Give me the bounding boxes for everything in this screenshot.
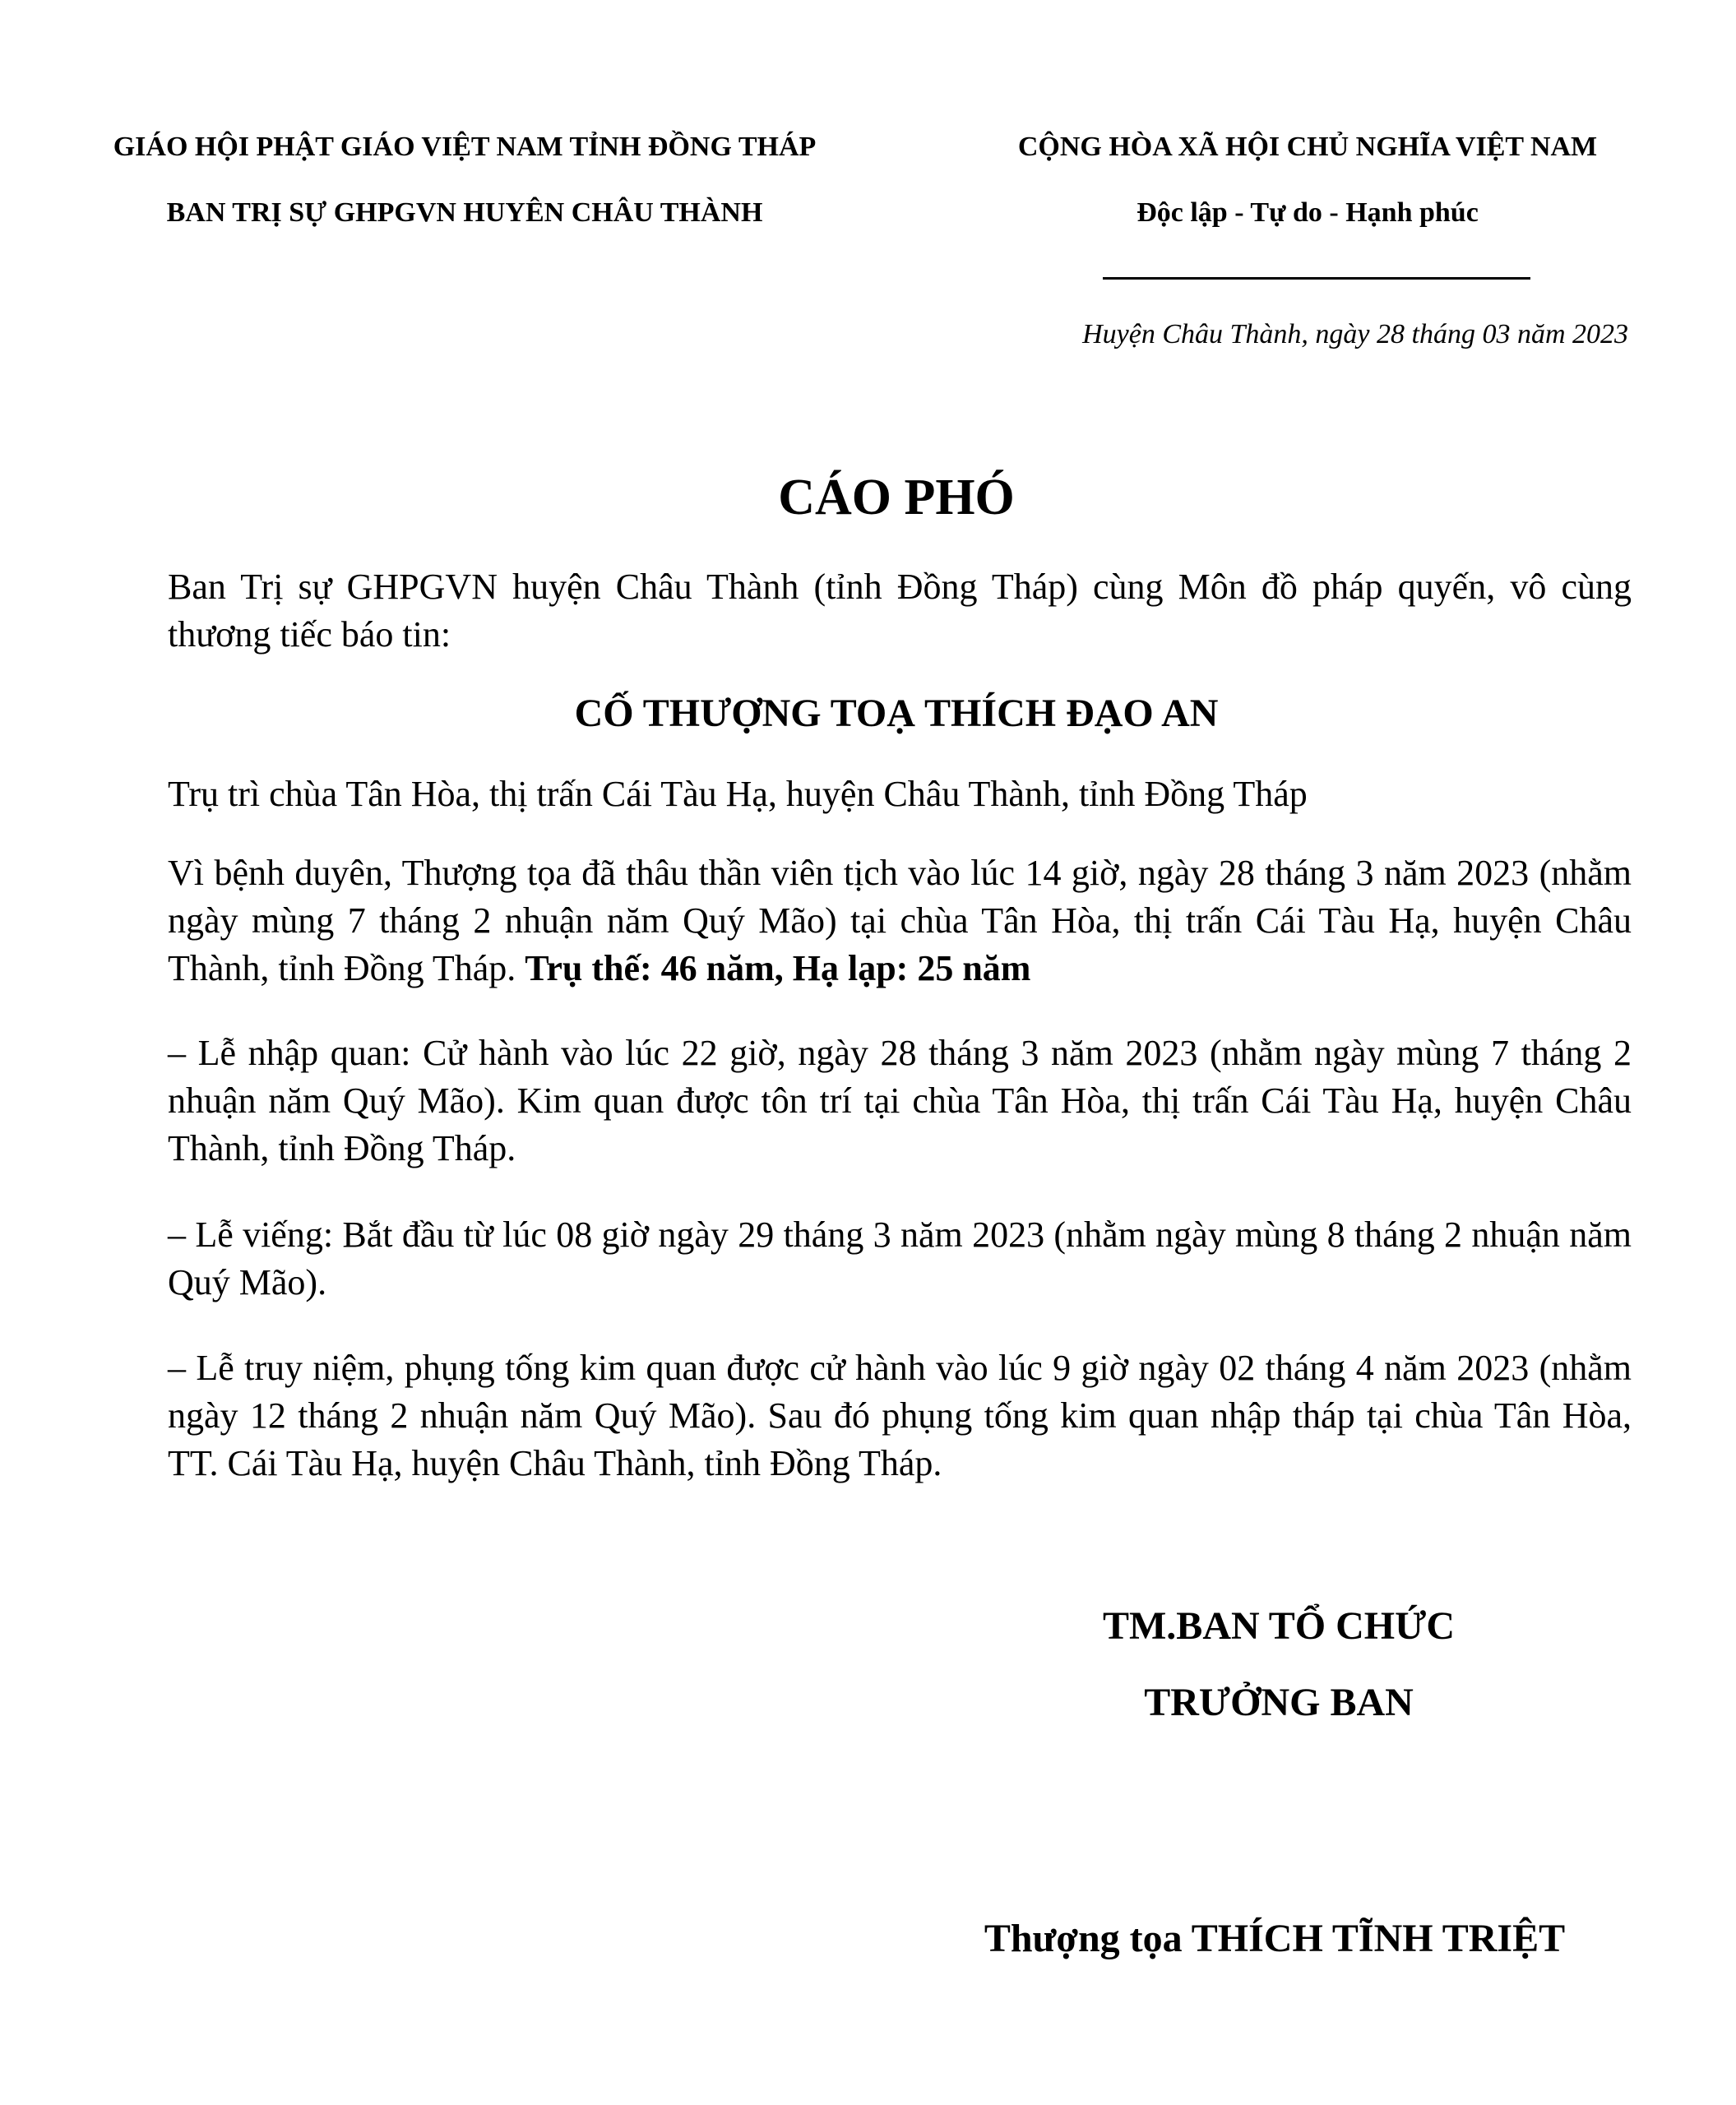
ceremony-encoffinment: – Lễ nhập quan: Cử hành vào lúc 22 giờ, ngày 28 tháng 3 năm 2023 (nhằm ngày mùng 7 tháng 2 nhuận năm Quý Mão). Kim quan được tôn trí tại chùa Tân Hòa, thị trấn Cái Tàu Hạ, huyện Châu Thành, tỉnh Đồng Tháp.: [168, 1033, 1632, 1168]
left-header-line1: GIÁO HỘI PHẬT GIÁO VIỆT NAM TỈNH ĐỒNG THÁP: [113, 132, 817, 162]
document-title: CÁO PHÓ: [778, 470, 1015, 525]
right-header-line2: Độc lập - Tự do - Hạnh phúc: [1137, 197, 1479, 228]
signatory-name: Thượng tọa THÍCH TĨNH TRIỆT: [984, 1917, 1566, 1960]
signature-org: TM.BAN TỔ CHỨC: [1102, 1604, 1455, 1648]
left-header-line2: BAN TRỊ SỰ GHPGVN HUYÊN CHÂU THÀNH: [166, 197, 763, 228]
intro-paragraph: Ban Trị sự GHPGVN huyện Châu Thành (tỉnh Đồng Tháp) cùng Môn đồ pháp quyến, vô cùng thương tiếc báo tin:: [168, 567, 1632, 655]
header-underline: [1103, 277, 1530, 280]
right-header-line1: CỘNG HÒA XÃ HỘI CHỦ NGHĨA VIỆT NAM: [1017, 132, 1598, 162]
dateline: Huyện Châu Thành, ngày 28 tháng 03 năm 2023: [1082, 319, 1628, 349]
ceremony-visitation: – Lễ viếng: Bắt đầu từ lúc 08 giờ ngày 29 tháng 3 năm 2023 (nhằm ngày mùng 8 tháng 2 nhuận năm Quý Mão).: [168, 1214, 1632, 1302]
passing-text: Vì bệnh duyên, Thượng tọa đã thâu thần viên tịch vào lúc 14 giờ, ngày 28 tháng 3 năm 2023 (nhằm ngày mùng 7 tháng 2 nhuận năm Quý Mão) tại chùa Tân Hòa, thị trấn Cái Tàu Hạ, huyện Châu Thành, tỉnh Đồng Tháp.: [168, 853, 1632, 988]
passing-paragraph: [168, 849, 1632, 992]
signature-title: TRƯỞNG BAN: [1144, 1681, 1414, 1724]
ceremony-memorial: – Lễ truy niệm, phụng tống kim quan được cử hành vào lúc 9 giờ ngày 02 tháng 4 năm 2023 (nhằm ngày 12 tháng 2 nhuận năm Quý Mão). Sau đó phụng tống kim quan nhập tháp tại chùa Tân Hòa, TT. Cái Tàu Hạ, huyện Châu Thành, tỉnh Đồng Tháp.: [168, 1348, 1632, 1483]
passing-bold: Trụ thế: 46 năm, Hạ lạp: 25 năm: [525, 948, 1031, 988]
deceased-name: CỐ THƯỢNG TOẠ THÍCH ĐẠO AN: [574, 692, 1219, 735]
position-line: Trụ trì chùa Tân Hòa, thị trấn Cái Tàu Hạ, huyện Châu Thành, tỉnh Đồng Tháp: [168, 774, 1308, 814]
